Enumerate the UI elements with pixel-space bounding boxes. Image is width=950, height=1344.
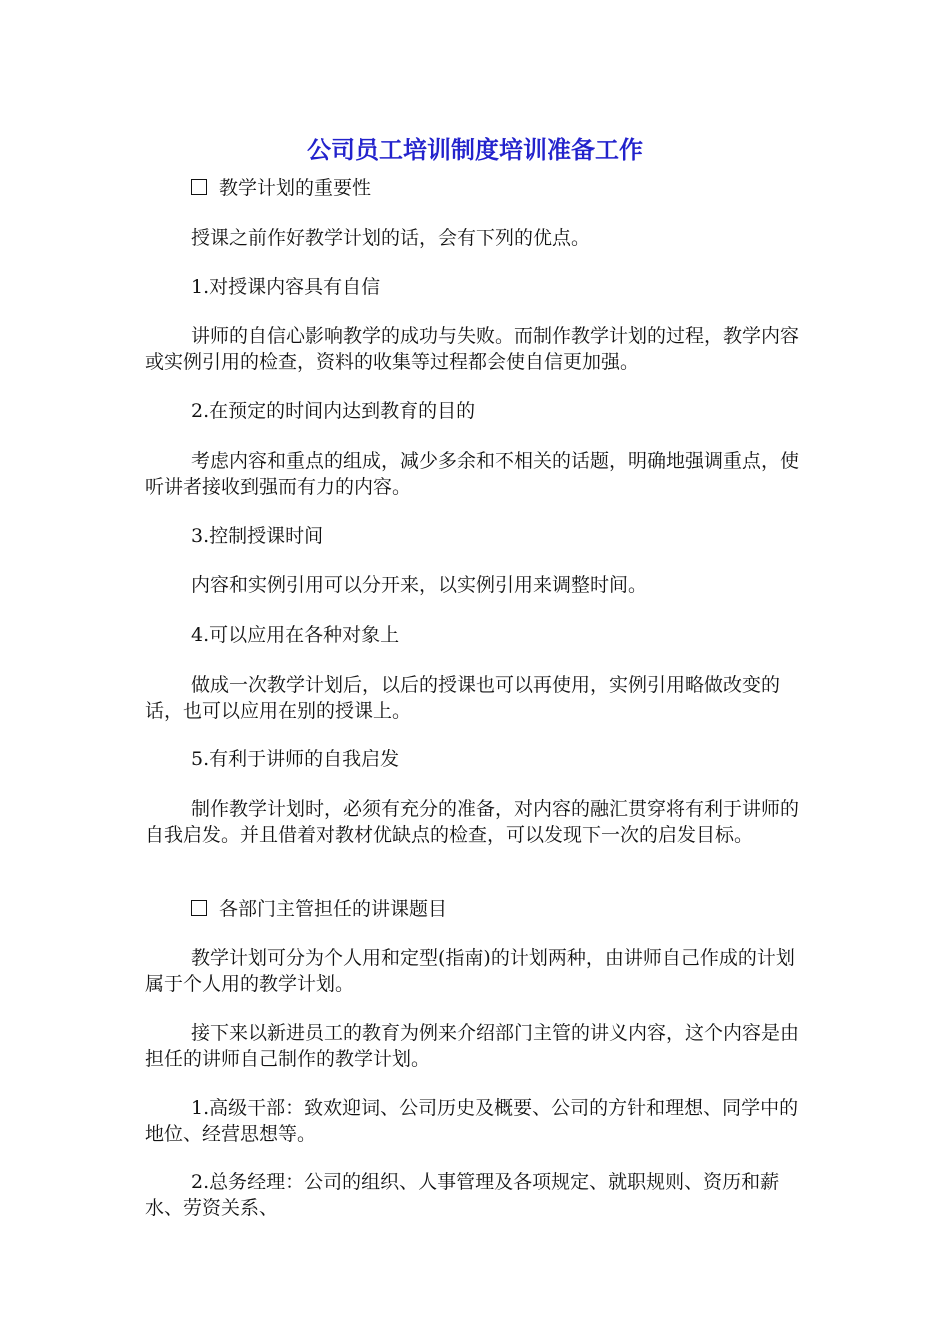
paragraph: 讲师的自信心影响教学的成功与失败。而制作教学计划的过程，教学内容或实例引用的检查，资料的收集等过程都会使自信更加强。 (145, 325, 800, 373)
checkbox-square-icon (191, 900, 207, 916)
numbered-heading: 5.有利于讲师的自我启发 (191, 748, 400, 770)
paragraph: 授课之前作好教学计划的话，会有下列的优点。 (191, 227, 591, 249)
paragraph: 教学计划可分为个人用和定型(指南)的计划两种，由讲师自己作成的计划属于个人用的教学计划。 (145, 947, 795, 995)
numbered-heading: 2.在预定的时间内达到教育的目的 (191, 400, 476, 422)
numbered-heading: 3.控制授课时间 (191, 525, 324, 547)
checkbox-square-icon (191, 179, 207, 195)
paragraph: 做成一次教学计划后，以后的授课也可以再使用，实例引用略做改变的话，也可以应用在别的授课上。 (145, 674, 781, 722)
paragraph: 内容和实例引用可以分开来，以实例引用来调整时间。 (191, 574, 648, 596)
paragraph: 接下来以新进员工的教育为例来介绍部门主管的讲义内容，这个内容是由担任的讲师自己制作的教学计划。 (145, 1022, 800, 1070)
numbered-heading: 4.可以应用在各种对象上 (191, 624, 400, 646)
section-heading (145, 896, 813, 922)
section-heading-text: 教学计划的重要性 (219, 177, 372, 199)
paragraph: 考虑内容和重点的组成，减少多余和不相关的话题，明确地强调重点，使听讲者接收到强而有力的内容。 (145, 450, 800, 498)
paragraph: 1.高级干部：致欢迎词、公司历史及概要、公司的方针和理想、同学中的地位、经营思想等。 (145, 1097, 799, 1145)
paragraph: 2.总务经理：公司的组织、人事管理及各项规定、就职规则、资历和薪水、劳资关系、 (145, 1171, 780, 1219)
paragraph: 制作教学计划时，必须有充分的准备，对内容的融汇贯穿将有利于讲师的自我启发。并且借着对教材优缺点的检查，可以发现下一次的启发目标。 (145, 798, 800, 846)
section-heading (145, 175, 813, 201)
document-title: 公司员工培训制度培训准备工作 (307, 136, 643, 164)
numbered-heading: 1.对授课内容具有自信 (191, 276, 381, 298)
section-heading-text: 各部门主管担任的讲课题目 (219, 898, 448, 920)
